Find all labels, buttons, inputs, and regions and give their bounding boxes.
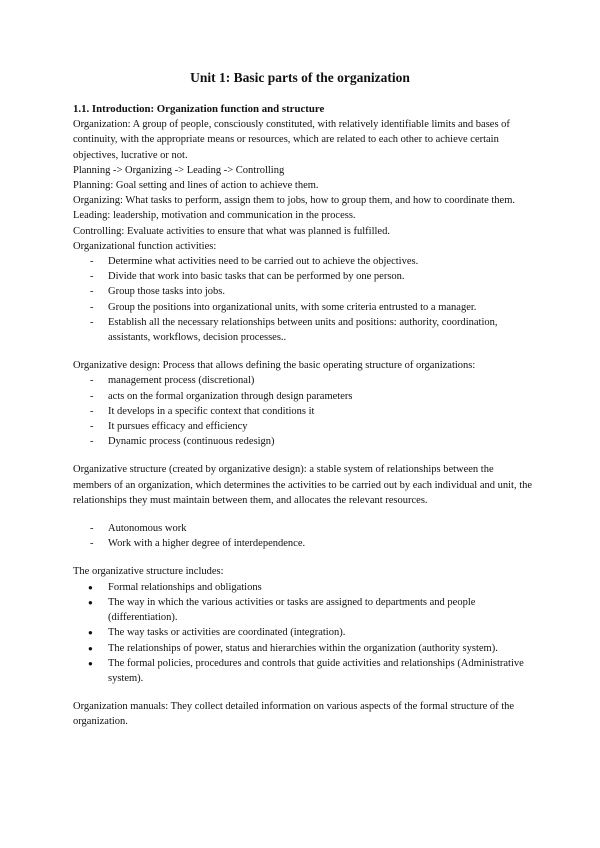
list-item: - Dynamic process (continuous redesign)	[73, 434, 533, 449]
controlling-definition: Controlling: Evaluate activities to ensure that what was planned is fulfilled.	[73, 225, 390, 237]
list-item: - Determine what activities need to be carried out to achieve the objectives.	[73, 254, 533, 269]
section-heading: 1.1. Introduction: Organization function and structure	[73, 103, 325, 115]
list-item: ● The relationships of power, status and hierarchies within the organization (authority system).	[73, 641, 533, 656]
page-title: Unit 1: Basic parts of the organization	[190, 70, 410, 85]
manuals-paragraph: Organization manuals: They collect detailed information on various aspects of the formal structure of the organization.	[73, 701, 515, 728]
list-item: - Group those tasks into jobs.	[73, 284, 533, 299]
organization-definition: Organization: A group of people, consciously constituted, with relatively identifiable limits and bases of continuity, with the appropriate means or resources, which are related to each other to achieve certain objectives, lucrative or not.	[73, 119, 510, 161]
list-item: - Work with a higher degree of interdependence.	[73, 536, 533, 551]
list-item: - Divide that work into basic tasks that can be performed by one person.	[73, 269, 533, 284]
organizing-definition: Organizing: What tasks to perform, assign them to jobs, how to group them, and how to coordinate them.	[73, 195, 515, 207]
list-item: - acts on the formal organization through design parameters	[73, 389, 533, 404]
list-item: - It pursues efficacy and efficiency	[73, 419, 533, 434]
design-intro: Organizative design: Process that allows defining the basic operating structure of organizations:	[73, 360, 476, 372]
list-item: - It develops in a specific context that conditions it	[73, 404, 533, 419]
includes-label: The organizative structure includes:	[73, 566, 224, 578]
planning-definition: Planning: Goal setting and lines of action to achieve them.	[73, 180, 319, 192]
document-body	[73, 102, 533, 730]
list-item: ● Formal relationships and obligations	[73, 580, 533, 595]
list-item: ● The formal policies, procedures and controls that guide activities and relationships (Administrative system).	[73, 656, 533, 686]
activities-list	[73, 254, 533, 345]
list-item: ● The way in which the various activities or tasks are assigned to departments and people (differentiation).	[73, 595, 533, 625]
structure-paragraph: Organizative structure (created by organizative design): a stable system of relationships between the members of an organization, which determines the activities to be carried out by each individual and unit, the relationships they must maintain between them, and allocates the relevant resources.	[73, 464, 533, 506]
list-item: - management process (discretional)	[73, 373, 533, 388]
list-item: - Autonomous work	[73, 521, 533, 536]
includes-list	[73, 580, 533, 686]
activities-label: Organizational function activities:	[73, 240, 217, 252]
list-item: - Establish all the necessary relationships between units and positions: authority, coordination, assistants, workflows, decision processes..	[73, 315, 533, 345]
list-item: - Group the positions into organizational units, with some criteria entrusted to a manager.	[73, 300, 533, 315]
design-list	[73, 373, 533, 449]
work-types-list	[73, 521, 533, 551]
function-flow: Planning -> Organizing -> Leading -> Controlling	[73, 164, 285, 176]
leading-definition: Leading: leadership, motivation and communication in the process.	[73, 210, 356, 222]
list-item: ● The way tasks or activities are coordinated (integration).	[73, 625, 533, 640]
